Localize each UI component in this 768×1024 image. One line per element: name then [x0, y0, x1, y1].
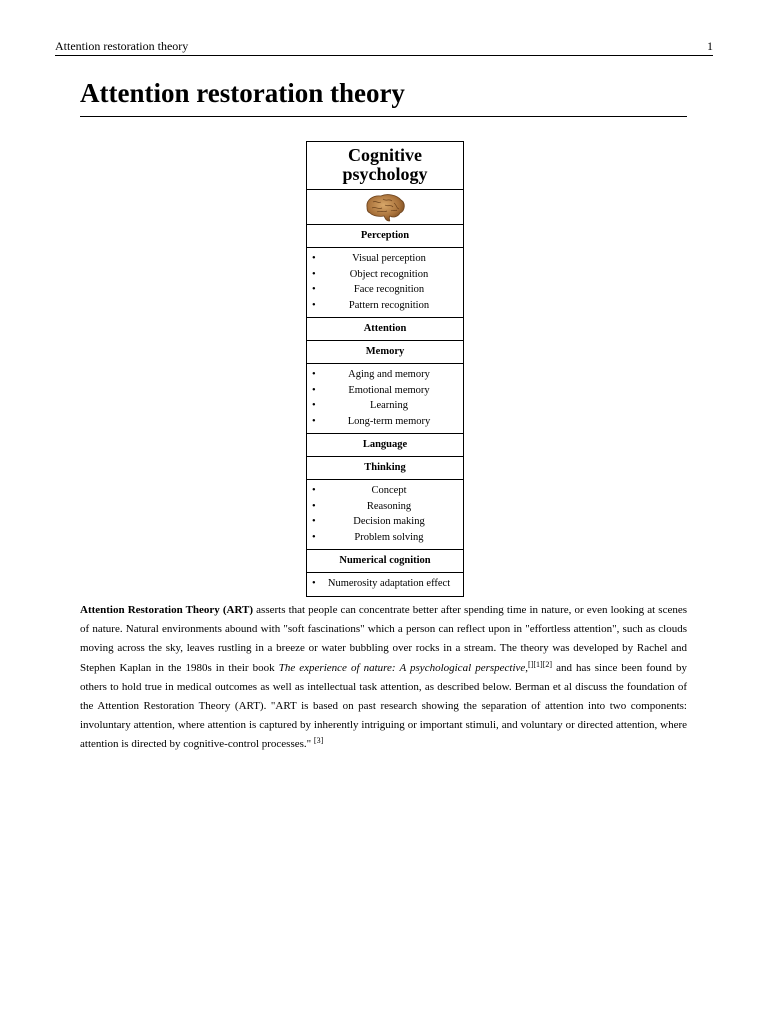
list-item: • Long-term memory: [307, 414, 463, 430]
list-item: • Learning: [307, 398, 463, 414]
list-item: • Visual perception: [307, 251, 463, 267]
list-item: • Pattern recognition: [307, 298, 463, 314]
thinking-list: [307, 480, 463, 550]
list-item: • Decision making: [307, 514, 463, 530]
numerical-cognition-list: [307, 573, 463, 596]
book-title: The experience of nature: A psychological perspective: [278, 661, 526, 674]
infobox-title: Cognitive psychology: [307, 142, 463, 190]
infobox-heading-numerical-cognition: Numerical cognition: [307, 550, 463, 573]
citation-link-1[interactable]: [][1][2]: [528, 659, 553, 669]
paragraph-text-2: ,: [525, 661, 529, 674]
citation-link-2[interactable]: [3]: [313, 736, 324, 746]
perception-list: [307, 248, 463, 318]
page-title: Attention restoration theory: [80, 76, 687, 117]
list-item: • Numerosity adaptation effect: [307, 576, 463, 592]
list-item: • Concept: [307, 483, 463, 499]
running-title: Attention restoration theory: [55, 39, 189, 53]
page-number: 1: [707, 39, 713, 53]
intro-paragraph: [80, 601, 687, 755]
infobox-heading-thinking: Thinking: [307, 457, 463, 480]
running-header: [55, 38, 713, 56]
list-item: • Emotional memory: [307, 383, 463, 399]
bold-lead: Attention Restoration Theory (ART): [80, 604, 254, 616]
infobox-heading-attention: Attention: [307, 318, 463, 341]
infobox-heading-perception: Perception: [307, 225, 463, 248]
list-item: • Face recognition: [307, 282, 463, 298]
paragraph-text-1: asserts that people can concentrate better after spending time in nature, or even looking at scenes of nature. Natural environments abound with "soft fascinations" which a person can reflect upon in "effortless attention", such as clouds moving across the sky, leaves rustling in a breeze or water bubbling over rocks in a stream. The theory was developed by Rachel and Stephen Kaplan in the 1980s in their book: [80, 604, 688, 674]
infobox-image: [307, 190, 463, 225]
brain-icon: [363, 192, 407, 222]
list-item: • Problem solving: [307, 530, 463, 546]
list-item: • Reasoning: [307, 499, 463, 515]
infobox-heading-language: Language: [307, 434, 463, 457]
paragraph-text-3: and has since been found by others to hold true in medical outcomes as well as intellectual task attention, as described below. Berman et al discuss the foundation of the Attention Restoration Theory (ART). "ART is based on past research showing the separation of attention into two components: involuntary attention, where attention is captured by inherently intriguing or important stimuli, and voluntary or directed attention, where attention is directed by cognitive-control processes.": [80, 661, 687, 751]
memory-list: [307, 364, 463, 434]
list-item: • Object recognition: [307, 267, 463, 283]
infobox-heading-memory: Memory: [307, 341, 463, 364]
list-item: • Aging and memory: [307, 367, 463, 383]
infobox-cognitive-psychology: [306, 141, 464, 597]
